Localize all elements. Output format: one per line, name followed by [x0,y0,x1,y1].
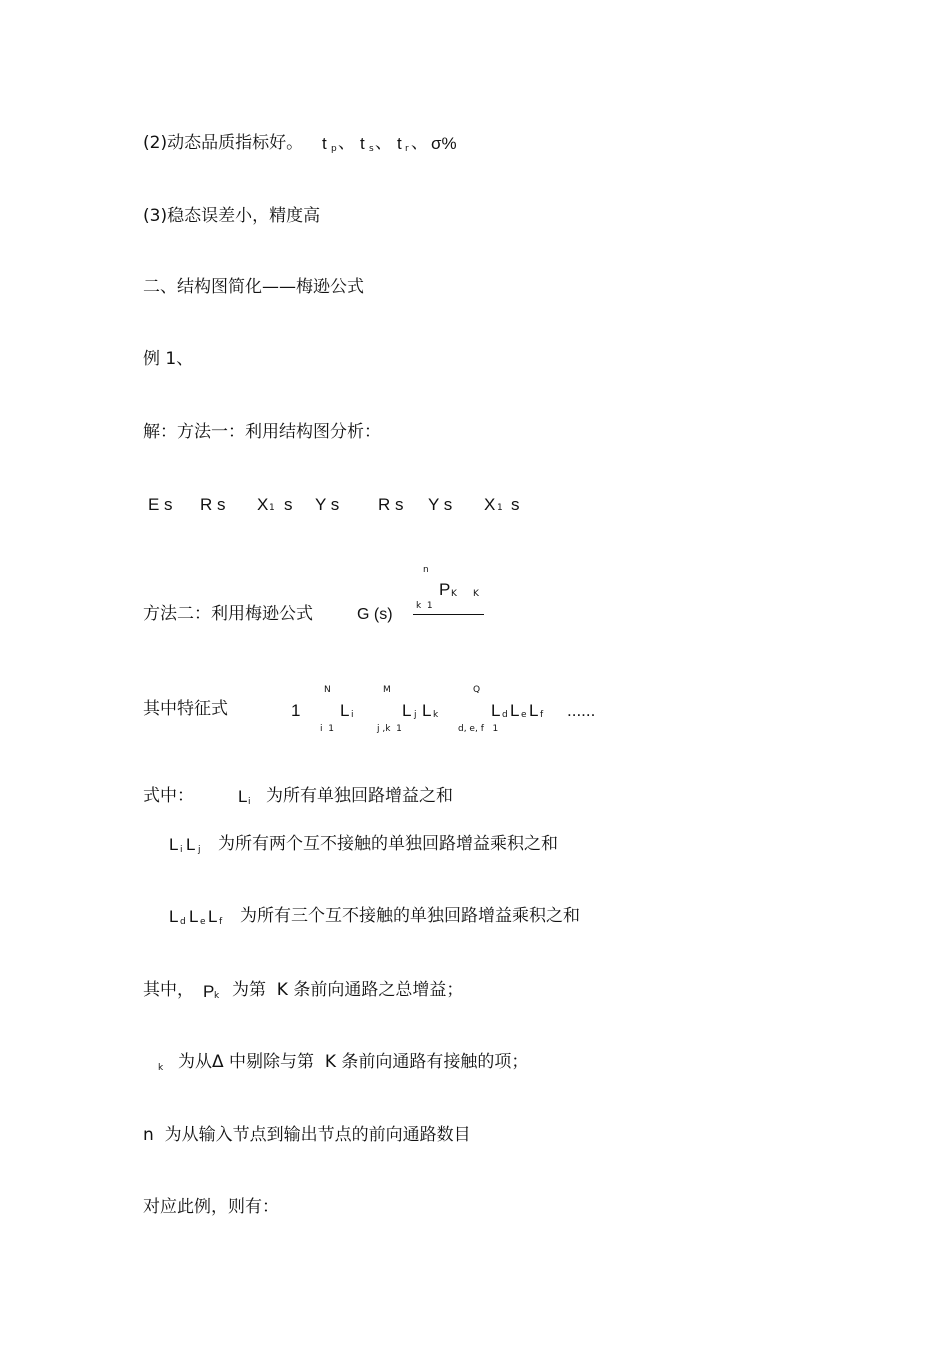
term-Lj: L [402,701,412,720]
example-intro: 对应此例，则有： [143,1197,279,1217]
term-Lf-subscript: f [540,710,544,720]
def-delta-k-text: 为从Δ 中剔除与第 K 条前向通路有接触的项； [178,1052,529,1072]
ellipsis: ...... [567,701,596,720]
def-LdLeLf-1: L [169,907,179,926]
tp-symbol: t [322,134,327,153]
term-Le: L [510,701,520,720]
term-Ld: L [491,701,501,720]
where-label: 式中： [143,786,194,806]
term-Lk-subscript: k [433,710,439,720]
example-label: 例 1、 [143,349,194,369]
term-Le-subscript: e [521,710,527,720]
separator: 、 [338,133,355,153]
def-LiLj-2: L [186,835,196,854]
signal-X1-subscript: 1 [269,503,275,513]
def-Li-subscript: i [248,797,251,807]
signal-X1-2: X [484,495,496,514]
def-n-text: n 为从输入节点到输出节点的前向通路数目 [143,1125,471,1145]
delta-k-subscript: k [158,1063,164,1073]
sum-upper-limit-n: n [423,565,429,575]
P-subscript-K: K [451,589,457,599]
method-two-label: 方法二：利用梅逊公式 [143,604,313,624]
tr-symbol: t [397,134,402,153]
def-LdLeLf-3-subscript: f [219,917,223,927]
def-Pk-subscript: k [214,991,220,1001]
criterion-2: (2)动态品质指标好。 [143,133,304,153]
signal-R: R s [200,495,226,514]
signal-X1-2-subscript: 1 [497,503,503,513]
signal-X1-s: s [284,495,293,514]
def-LiLj-1: L [169,835,179,854]
def-LdLeLf-1-subscript: d [180,917,186,927]
ts-symbol: t [360,134,365,153]
where-Pk-label: 其中， [143,980,194,1000]
signal-R2: R s [378,495,404,514]
lower-limit-jk: j ,k 1 [377,724,402,734]
lower-limit-def: d, e, f 1 [458,724,499,734]
upper-limit-Q: Q [473,685,481,695]
term-Lj-subscript: j [414,710,417,720]
signal-Y: Y s [315,495,340,514]
term-Li: L [340,701,350,720]
def-LdLeLf-text: 为所有三个互不接触的单独回路增益乘积之和 [240,906,580,926]
def-Li: L [238,787,248,806]
upper-limit-M: M [383,685,391,695]
signal-E: E s [148,495,173,514]
delta-one: 1 [291,701,301,720]
def-LiLj-2-subscript: j [198,845,201,855]
def-LdLeLf-2-subscript: e [200,917,206,927]
term-Lf: L [529,701,539,720]
def-LiLj-text: 为所有两个互不接触的单独回路增益乘积之和 [218,834,558,854]
term-Li-subscript: i [351,710,354,720]
tp-subscript: p [331,144,337,154]
lower-limit-i: i 1 [320,724,334,734]
def-Pk-text: 为第 K 条前向通路之总增益； [232,980,464,1000]
sum-lower-limit: k 1 [416,601,433,611]
overshoot-symbol: σ% [431,134,457,153]
def-LdLeLf-3: L [208,907,218,926]
def-LiLj-1-subscript: i [180,845,183,855]
fraction-bar [413,614,484,615]
upper-limit-N: N [324,685,331,695]
ts-subscript: s [369,144,374,154]
def-LdLeLf-2: L [189,907,199,926]
signal-Y2: Y s [428,495,453,514]
def-Pk: P [203,982,215,1001]
transfer-function-G: G (s) [357,606,393,623]
signal-X1: X [257,495,269,514]
section-heading: 二、结构图简化——梅逊公式 [143,277,364,297]
criterion-3: (3)稳态误差小，精度高 [143,206,321,226]
characteristic-label: 其中特征式 [143,699,228,719]
def-Li-text: 为所有单独回路增益之和 [266,786,453,806]
cofactor-subscript-K: K [473,589,479,599]
forward-path-gain-P: P [439,580,451,599]
term-Lk: L [422,701,432,720]
tr-subscript: r [405,144,409,154]
signal-X1-2-s: s [511,495,520,514]
method-one-label: 解：方法一：利用结构图分析： [143,422,381,442]
term-Ld-subscript: d [502,710,508,720]
separator: 、 [411,133,428,153]
separator: 、 [375,133,392,153]
